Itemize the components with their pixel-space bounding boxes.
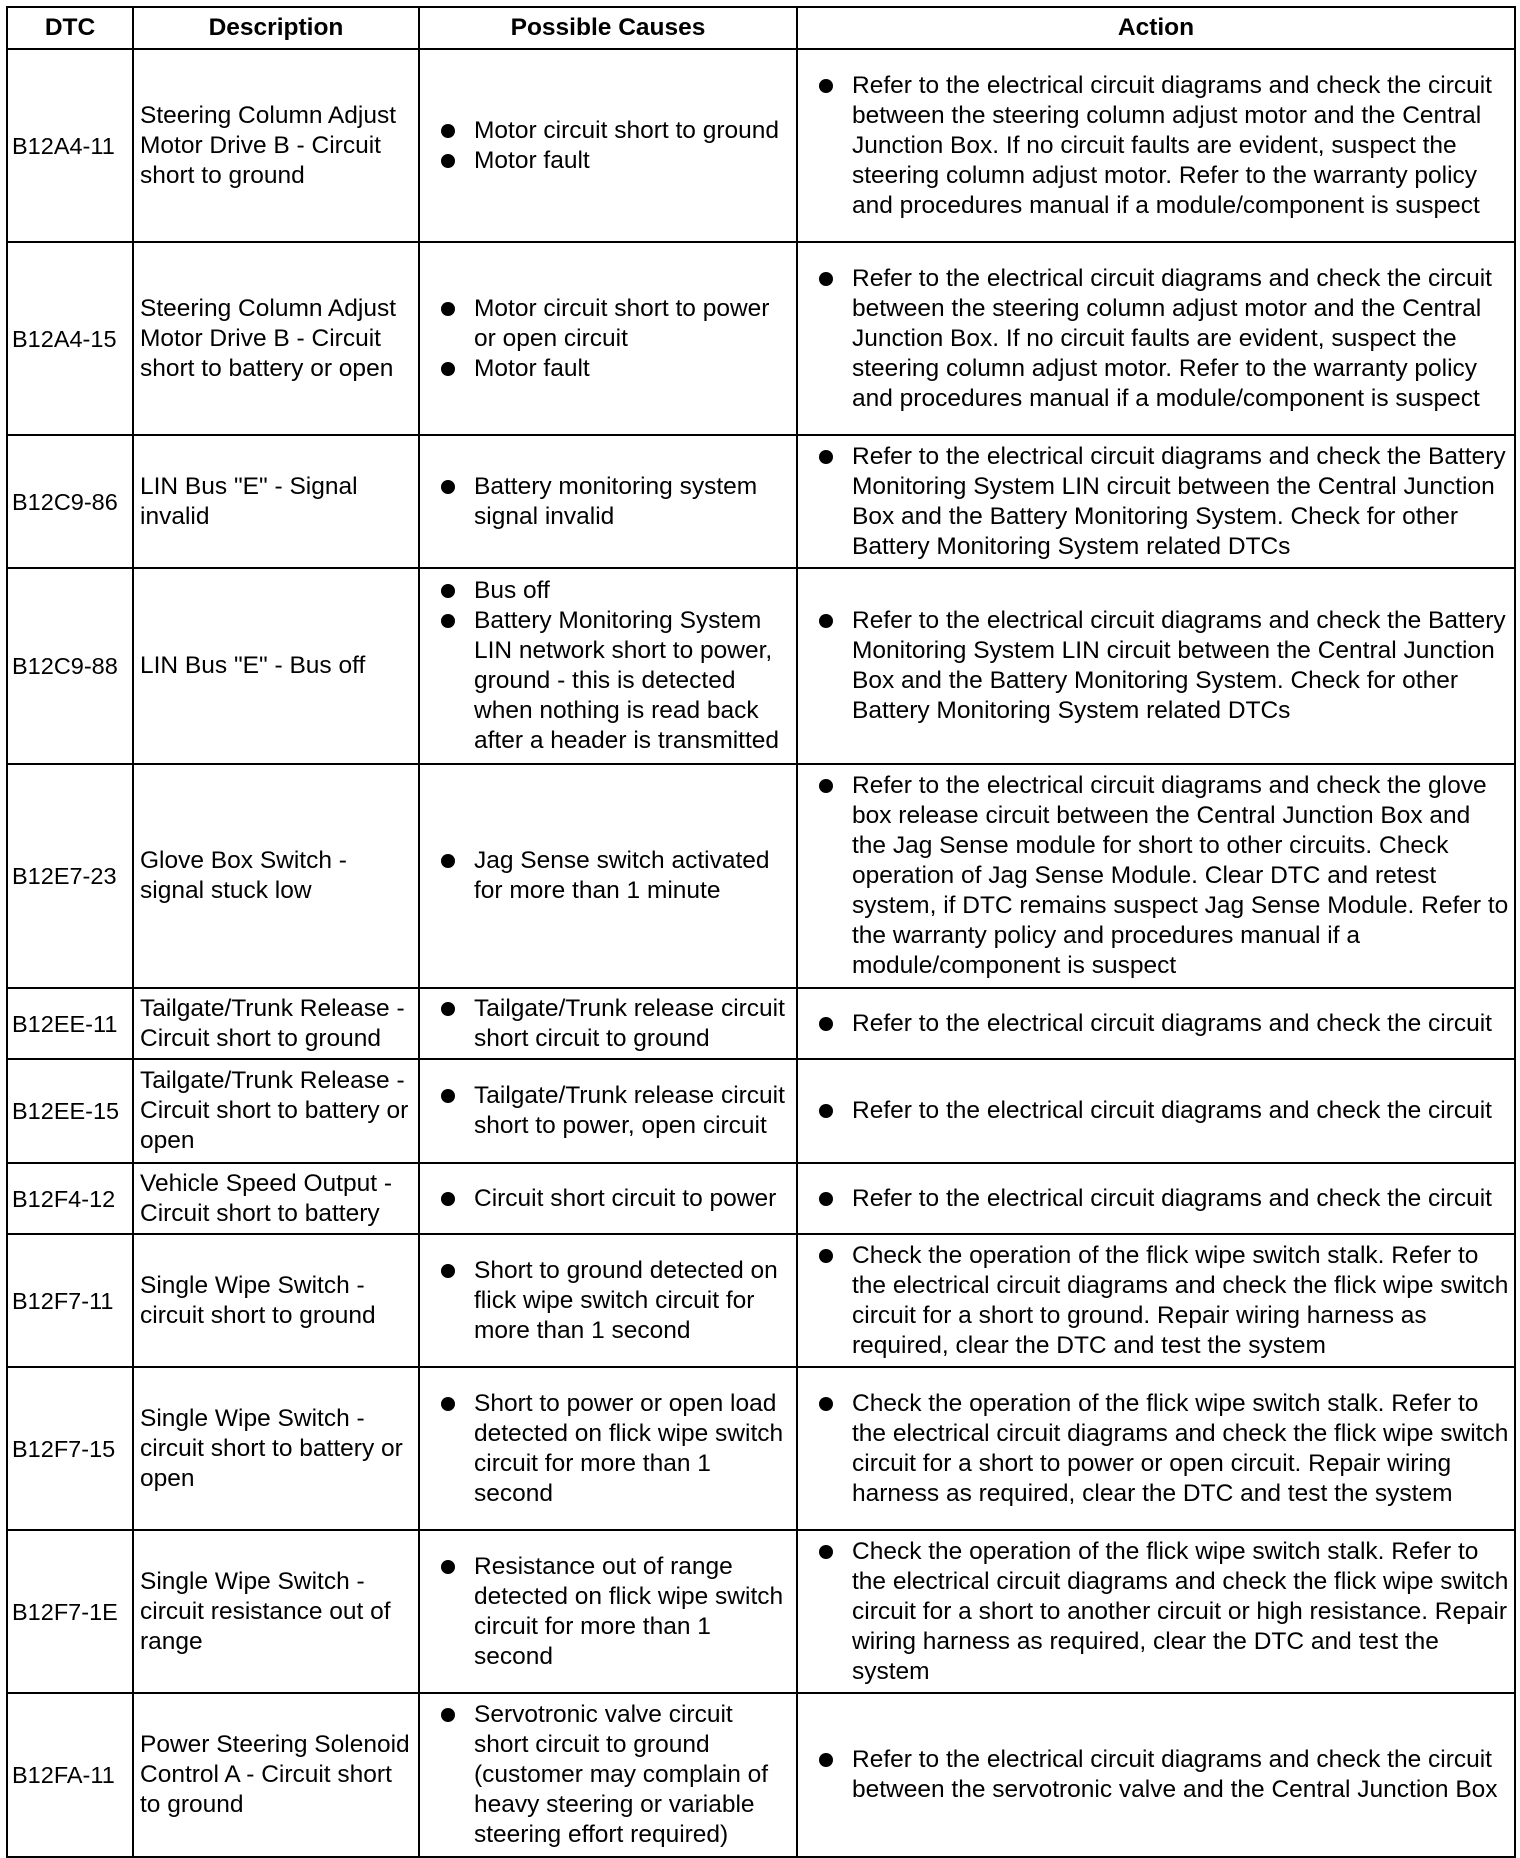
bullet-icon xyxy=(441,362,455,376)
dtc-description: Steering Column Adjust Motor Drive B - Circuit short to battery or open xyxy=(133,242,419,435)
bullet-icon xyxy=(819,779,833,793)
bullet-icon xyxy=(819,79,833,93)
possible-causes xyxy=(419,568,797,764)
table-row xyxy=(7,435,1515,568)
cause-item: Motor fault xyxy=(436,146,790,176)
table-row xyxy=(7,1234,1515,1367)
action xyxy=(797,242,1515,435)
bullet-icon xyxy=(819,1545,833,1559)
dtc-description: Tailgate/Trunk Release - Circuit short to battery or open xyxy=(133,1059,419,1163)
dtc-description: LIN Bus "E" - Bus off xyxy=(133,568,419,764)
bullet-icon xyxy=(441,1192,455,1206)
bullet-icon xyxy=(441,614,455,628)
dtc-code: B12C9-86 xyxy=(7,435,133,568)
header-action: Action xyxy=(797,7,1515,49)
dtc-description: Single Wipe Switch - circuit short to ground xyxy=(133,1234,419,1367)
cause-item: Motor fault xyxy=(436,354,790,384)
possible-causes xyxy=(419,1163,797,1234)
action xyxy=(797,764,1515,988)
cause-item: Battery Monitoring System LIN network short to power, ground - this is detected when nothing is read back after a header is transmitted xyxy=(436,606,790,756)
action-item: Refer to the electrical circuit diagrams and check the circuit xyxy=(814,1009,1510,1039)
action xyxy=(797,1234,1515,1367)
action-item: Check the operation of the flick wipe switch stalk. Refer to the electrical circuit diagrams and check the flick wipe switch circuit for a short to another circuit or high resistance. Repair wiring harness as required, clear the DTC and test the system xyxy=(814,1537,1510,1687)
cause-item: Circuit short circuit to power xyxy=(436,1184,790,1214)
possible-causes xyxy=(419,1530,797,1693)
dtc-code: B12EE-15 xyxy=(7,1059,133,1163)
possible-causes xyxy=(419,1234,797,1367)
bullet-icon xyxy=(441,154,455,168)
possible-causes xyxy=(419,49,797,242)
table-row xyxy=(7,1530,1515,1693)
action-item: Refer to the electrical circuit diagrams and check the Battery Monitoring System LIN circuit between the Central Junction Box and the Battery Monitoring System. Check for other Battery Monitoring System related DTCs xyxy=(814,442,1510,562)
action xyxy=(797,49,1515,242)
table-row xyxy=(7,1059,1515,1163)
bullet-icon xyxy=(441,1708,455,1722)
bullet-icon xyxy=(819,1104,833,1118)
dtc-description: Power Steering Solenoid Control A - Circuit short to ground xyxy=(133,1693,419,1857)
dtc-table xyxy=(6,6,1516,1858)
possible-causes xyxy=(419,1693,797,1857)
header-description: Description xyxy=(133,7,419,49)
dtc-code: B12A4-15 xyxy=(7,242,133,435)
table-row xyxy=(7,1693,1515,1857)
dtc-code: B12F7-1E xyxy=(7,1530,133,1693)
action-item: Check the operation of the flick wipe switch stalk. Refer to the electrical circuit diagrams and check the flick wipe switch circuit for a short to power or open circuit. Repair wiring harness as required, clear the DTC and test the system xyxy=(814,1389,1510,1509)
bullet-icon xyxy=(819,450,833,464)
action xyxy=(797,988,1515,1059)
possible-causes xyxy=(419,242,797,435)
bullet-icon xyxy=(819,1397,833,1411)
table-row xyxy=(7,49,1515,242)
bullet-icon xyxy=(819,1192,833,1206)
bullet-icon xyxy=(819,614,833,628)
dtc-code: B12C9-88 xyxy=(7,568,133,764)
action-item: Refer to the electrical circuit diagrams and check the circuit between the steering column adjust motor and the Central Junction Box. If no circuit faults are evident, suspect the steering column adjust motor. Refer to the warranty policy and procedures manual if a module/component is suspect xyxy=(814,264,1510,414)
cause-item: Jag Sense switch activated for more than 1 minute xyxy=(436,846,790,906)
possible-causes xyxy=(419,988,797,1059)
bullet-icon xyxy=(441,1560,455,1574)
table-row xyxy=(7,568,1515,764)
possible-causes xyxy=(419,764,797,988)
table-row xyxy=(7,1163,1515,1234)
dtc-description: Glove Box Switch - signal stuck low xyxy=(133,764,419,988)
action-item: Check the operation of the flick wipe switch stalk. Refer to the electrical circuit diagrams and check the flick wipe switch circuit for a short to ground. Repair wiring harness as required, clear the DTC and test the system xyxy=(814,1241,1510,1361)
cause-item: Servotronic valve circuit short circuit to ground (customer may complain of heavy steering or variable steering effort required) xyxy=(436,1700,790,1850)
action-item: Refer to the electrical circuit diagrams and check the circuit between the servotronic valve and the Central Junction Box xyxy=(814,1745,1510,1805)
table-row xyxy=(7,1367,1515,1530)
action-item: Refer to the electrical circuit diagrams and check the Battery Monitoring System LIN circuit between the Central Junction Box and the Battery Monitoring System. Check for other Battery Monitoring System related DTCs xyxy=(814,606,1510,726)
action xyxy=(797,1059,1515,1163)
bullet-icon xyxy=(441,1397,455,1411)
bullet-icon xyxy=(819,272,833,286)
action-item: Refer to the electrical circuit diagrams and check the glove box release circuit between the Central Junction Box and the Jag Sense module for short to other circuits. Check operation of Jag Sense Module. Clear DTC and retest system, if DTC remains suspect Jag Sense Module. Refer to the warranty policy and procedures manual if a module/component is suspect xyxy=(814,771,1510,981)
table-row xyxy=(7,988,1515,1059)
cause-item: Tailgate/Trunk release circuit short to power, open circuit xyxy=(436,1081,790,1141)
dtc-description: Steering Column Adjust Motor Drive B - Circuit short to ground xyxy=(133,49,419,242)
action xyxy=(797,1530,1515,1693)
dtc-code: B12F7-11 xyxy=(7,1234,133,1367)
bullet-icon xyxy=(441,302,455,316)
action xyxy=(797,1367,1515,1530)
cause-item: Bus off xyxy=(436,576,790,606)
action-item: Refer to the electrical circuit diagrams and check the circuit xyxy=(814,1184,1510,1214)
dtc-code: B12FA-11 xyxy=(7,1693,133,1857)
dtc-description: Vehicle Speed Output - Circuit short to battery xyxy=(133,1163,419,1234)
possible-causes xyxy=(419,1059,797,1163)
table-row xyxy=(7,242,1515,435)
dtc-description: LIN Bus "E" - Signal invalid xyxy=(133,435,419,568)
table-row xyxy=(7,764,1515,988)
bullet-icon xyxy=(441,124,455,138)
possible-causes xyxy=(419,1367,797,1530)
dtc-code: B12F7-15 xyxy=(7,1367,133,1530)
bullet-icon xyxy=(441,480,455,494)
action-item: Refer to the electrical circuit diagrams and check the circuit between the steering column adjust motor and the Central Junction Box. If no circuit faults are evident, suspect the steering column adjust motor. Refer to the warranty policy and procedures manual if a module/component is suspect xyxy=(814,71,1510,221)
bullet-icon xyxy=(441,854,455,868)
dtc-code: B12EE-11 xyxy=(7,988,133,1059)
action xyxy=(797,568,1515,764)
dtc-code: B12A4-11 xyxy=(7,49,133,242)
dtc-code: B12F4-12 xyxy=(7,1163,133,1234)
dtc-description: Single Wipe Switch - circuit resistance out of range xyxy=(133,1530,419,1693)
cause-item: Motor circuit short to ground xyxy=(436,116,790,146)
action xyxy=(797,1163,1515,1234)
action xyxy=(797,1693,1515,1857)
header-possible-causes: Possible Causes xyxy=(419,7,797,49)
bullet-icon xyxy=(819,1753,833,1767)
cause-item: Short to power or open load detected on flick wipe switch circuit for more than 1 second xyxy=(436,1389,790,1509)
bullet-icon xyxy=(441,1002,455,1016)
cause-item: Motor circuit short to power or open circuit xyxy=(436,294,790,354)
action-item: Refer to the electrical circuit diagrams and check the circuit xyxy=(814,1096,1510,1126)
action xyxy=(797,435,1515,568)
cause-item: Battery monitoring system signal invalid xyxy=(436,472,790,532)
bullet-icon xyxy=(819,1017,833,1031)
cause-item: Tailgate/Trunk release circuit short circuit to ground xyxy=(436,994,790,1054)
cause-item: Short to ground detected on flick wipe switch circuit for more than 1 second xyxy=(436,1256,790,1346)
possible-causes xyxy=(419,435,797,568)
cause-item: Resistance out of range detected on flick wipe switch circuit for more than 1 second xyxy=(436,1552,790,1672)
bullet-icon xyxy=(441,1264,455,1278)
dtc-code: B12E7-23 xyxy=(7,764,133,988)
bullet-icon xyxy=(441,584,455,598)
header-row xyxy=(7,7,1515,49)
header-dtc: DTC xyxy=(7,7,133,49)
bullet-icon xyxy=(441,1089,455,1103)
dtc-description: Single Wipe Switch - circuit short to battery or open xyxy=(133,1367,419,1530)
bullet-icon xyxy=(819,1249,833,1263)
dtc-description: Tailgate/Trunk Release - Circuit short to ground xyxy=(133,988,419,1059)
